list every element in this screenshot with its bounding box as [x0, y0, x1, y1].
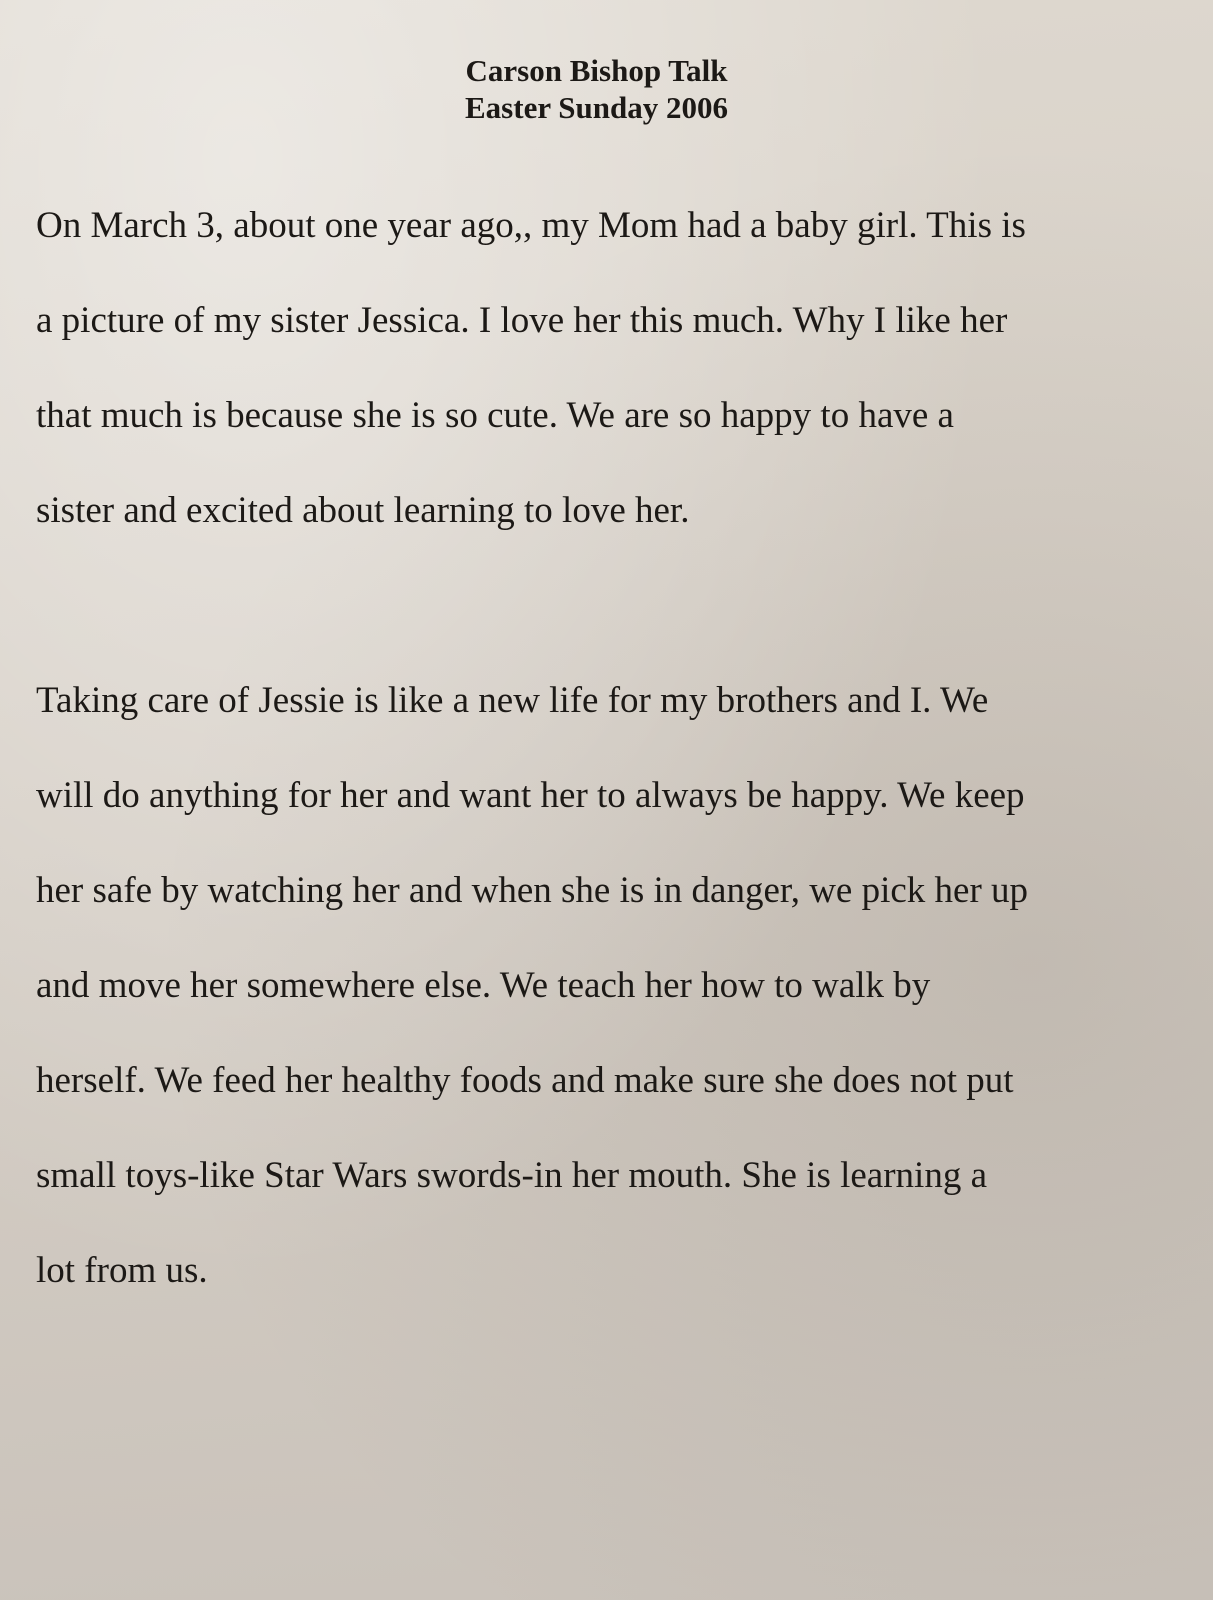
paragraph-line: On March 3, about one year ago,, my Mom had a baby girl. This is	[36, 205, 1026, 246]
paragraph-line: Taking care of Jessie is like a new life for my brothers and I. We	[36, 680, 989, 721]
paragraph-line: her safe by watching her and when she is in danger, we pick her up	[36, 870, 1029, 911]
document-heading	[0, 52, 1193, 126]
paragraph-line: small toys-like Star Wars swords-in her mouth. She is learning a	[36, 1155, 987, 1196]
paragraph-line: lot from us.	[36, 1250, 208, 1291]
paragraph-line: sister and excited about learning to love her.	[36, 490, 690, 531]
paragraph-line: and move her somewhere else. We teach her how to walk by	[36, 965, 931, 1006]
paragraph-line: that much is because she is so cute. We are so happy to have a	[36, 395, 954, 436]
paragraph-1	[36, 178, 1176, 558]
document-subtitle: Easter Sunday 2006	[465, 90, 728, 125]
paragraph-line: a picture of my sister Jessica. I love her this much. Why I like her	[36, 300, 1008, 341]
paragraph-line: will do anything for her and want her to always be happy. We keep	[36, 775, 1025, 816]
paragraph-line: herself. We feed her healthy foods and make sure she does not put	[36, 1060, 1014, 1101]
paragraph-2	[36, 653, 1176, 1318]
document-title: Carson Bishop Talk	[465, 53, 728, 88]
